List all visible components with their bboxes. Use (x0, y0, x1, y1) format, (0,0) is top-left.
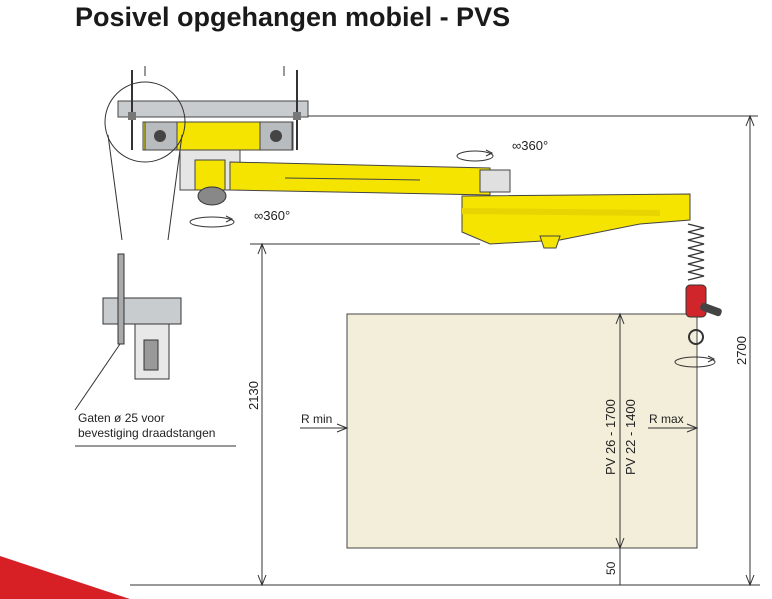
hoist-unit (686, 285, 706, 317)
rotation-label-base: ∞360° (254, 208, 291, 223)
arm-support-wedge (540, 236, 560, 248)
main-arm (230, 162, 490, 195)
page-title: Posivel opgehangen mobiel - PVS (75, 2, 511, 32)
r-min-label: R min (301, 412, 333, 426)
spring-cable (688, 224, 704, 280)
red-corner-accent (0, 556, 130, 599)
ceiling-beam (118, 101, 308, 117)
rotation-label-top: ∞360° (512, 138, 549, 153)
pivot-motor (198, 187, 226, 205)
pv-1400-label: PV 22 - 1400 (623, 399, 638, 475)
floor-gap-label: 50 (604, 561, 618, 575)
rotation-arrow-base (190, 216, 234, 227)
pv-1700-label: PV 26 - 1700 (603, 399, 618, 475)
height-arm-label: 2130 (246, 381, 261, 410)
holes-label-line1: Gaten ø 25 voor (78, 411, 165, 425)
holes-label-line2: bevestiging draadstangen (78, 426, 216, 440)
height-total-label: 2700 (734, 336, 749, 365)
work-area (347, 314, 697, 548)
rotation-arrow-top (457, 150, 493, 161)
second-arm (462, 194, 690, 244)
r-max-label: R max (649, 412, 684, 426)
